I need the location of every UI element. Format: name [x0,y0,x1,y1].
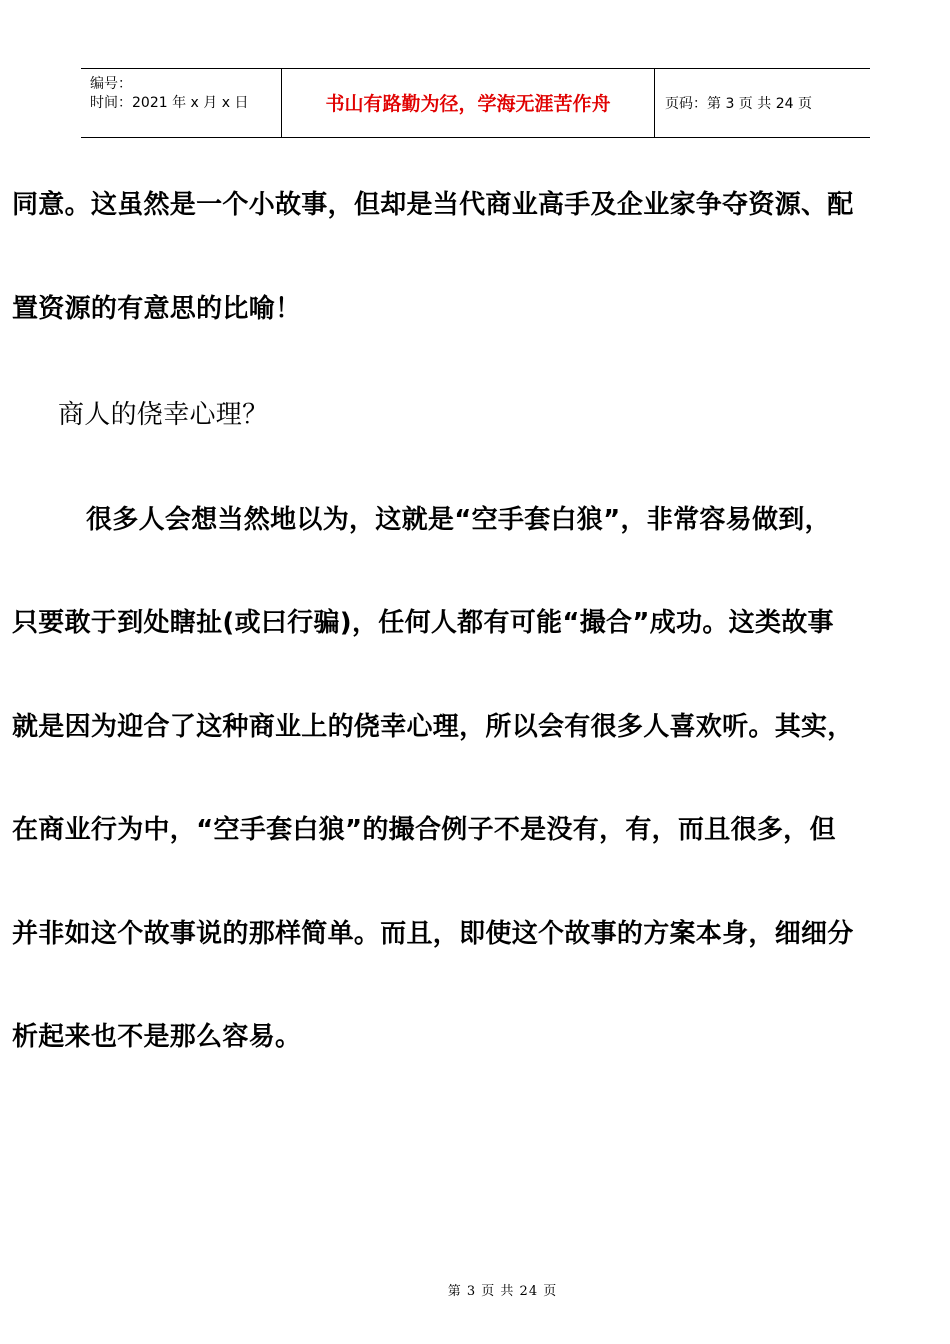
body-line-5: 只要敢于到处瞎扯(或曰行骗)，任何人都有可能“撮合”成功。这类故事 [12,608,834,638]
document-date: 时间：2021 年 x 月 x 日 [90,95,249,111]
header-middle-cell [282,69,655,137]
header-motto: 书山有路勤为径，学海无涯苦作舟 [325,93,611,115]
header-right-cell [655,69,870,137]
body-line-1: 同意。这虽然是一个小故事，但却是当代商业高手及企业家争夺资源、配 [12,190,854,220]
header-left-cell [81,69,282,137]
body-line-8: 并非如这个故事说的那样简单。而且，即使这个故事的方案本身，细细分 [12,919,854,949]
document-number-label: 编号： [90,76,132,92]
page-footer: 第 3 页 共 24 页 [447,1284,558,1299]
body-line-6: 就是因为迎合了这种商业上的侥幸心理，所以会有很多人喜欢听。其实， [12,712,854,742]
body-line-4: 很多人会想当然地以为，这就是“空手套白狼”，非常容易做到， [86,505,831,535]
body-line-9: 析起来也不是那么容易。 [12,1022,302,1052]
body-line-2: 置资源的有意思的比喻！ [12,294,302,324]
body-line-7: 在商业行为中，“空手套白狼”的撮合例子不是没有，有，而且很多，但 [12,815,836,845]
section-heading: 商人的侥幸心理？ [58,400,269,430]
page-header [81,68,870,138]
header-page-info: 页码：第 3 页 共 24 页 [665,96,812,112]
